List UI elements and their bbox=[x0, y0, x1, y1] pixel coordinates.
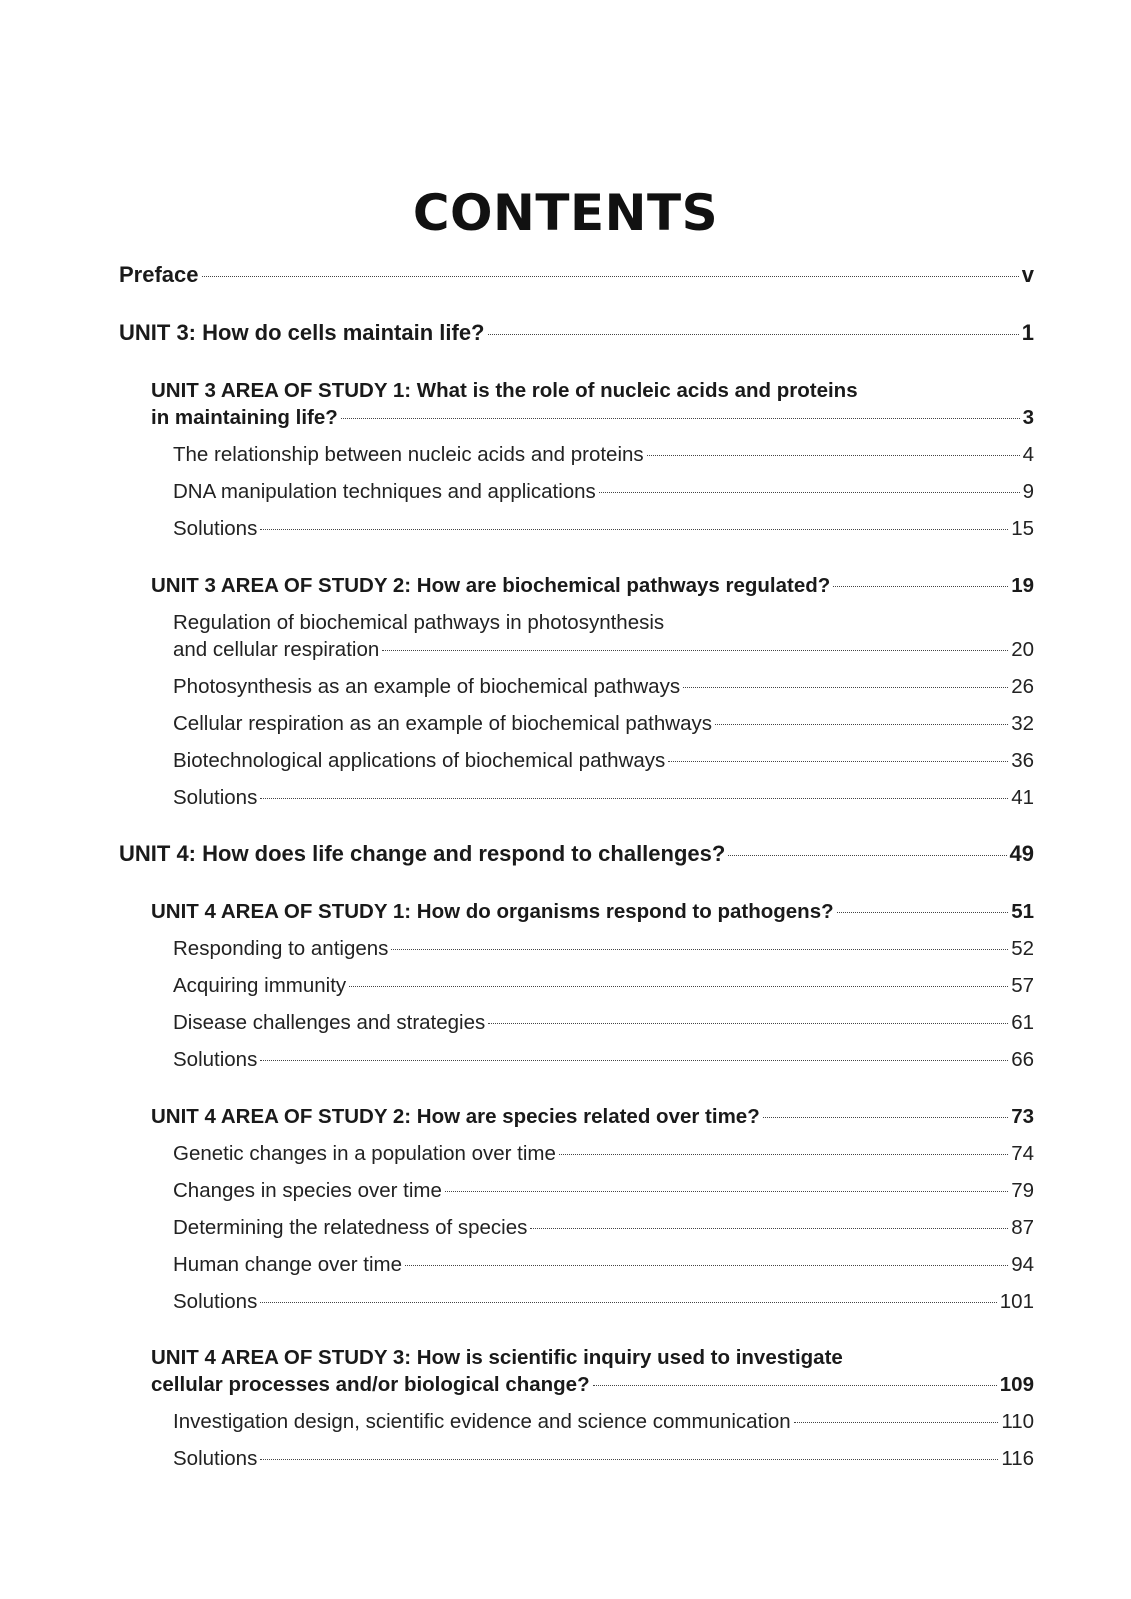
dot-leader bbox=[488, 334, 1019, 335]
toc-entry-label: UNIT 4 AREA OF STUDY 2: How are species related over time? bbox=[151, 1105, 760, 1128]
toc-entry-u3-aos1-line1[interactable]: UNIT 3 AREA OF STUDY 1: What is the role of nucleic acids and proteins bbox=[151, 379, 858, 402]
dot-leader bbox=[488, 1023, 1008, 1024]
toc-entry-u4-aos1-c[interactable] bbox=[173, 1011, 1034, 1035]
toc-page-number: 116 bbox=[1001, 1447, 1034, 1470]
toc-page-number: 36 bbox=[1011, 749, 1034, 772]
dot-leader bbox=[391, 949, 1008, 950]
toc-entry-label: Responding to antigens bbox=[173, 937, 389, 960]
toc-entry-u4-aos3-a[interactable] bbox=[173, 1410, 1034, 1434]
toc-entry-u3-aos1[interactable] bbox=[151, 406, 1034, 430]
toc-entry-label: Changes in species over time bbox=[173, 1179, 442, 1202]
toc-entry-label: Preface bbox=[119, 262, 199, 287]
toc-page-number: 109 bbox=[999, 1373, 1034, 1396]
toc-entry-u3-aos2-solutions[interactable] bbox=[173, 786, 1034, 810]
toc-entry-label: cellular processes and/or biological change? bbox=[151, 1373, 590, 1396]
dot-leader bbox=[763, 1117, 1008, 1118]
toc-entry-label: UNIT 4: How does life change and respond to challenges? bbox=[119, 841, 726, 866]
dot-leader bbox=[559, 1154, 1008, 1155]
dot-leader bbox=[260, 1459, 998, 1460]
dot-leader bbox=[833, 586, 1008, 587]
toc-entry-u3-aos2[interactable] bbox=[151, 574, 1034, 598]
dot-leader bbox=[341, 418, 1020, 419]
dot-leader bbox=[349, 986, 1008, 987]
toc-page-number: 19 bbox=[1011, 574, 1034, 597]
toc-entry-u3-aos1-b[interactable] bbox=[173, 480, 1034, 504]
toc-entry-u4-aos3-line1[interactable]: UNIT 4 AREA OF STUDY 3: How is scientific inquiry used to investigate bbox=[151, 1346, 843, 1369]
toc-entry-label: Genetic changes in a population over time bbox=[173, 1142, 556, 1165]
toc-page-number: 20 bbox=[1011, 638, 1034, 661]
toc-entry-label: Solutions bbox=[173, 1447, 258, 1470]
toc-entry-label: Acquiring immunity bbox=[173, 974, 347, 997]
dot-leader bbox=[202, 276, 1019, 277]
toc-page-number: 94 bbox=[1011, 1253, 1034, 1276]
toc-page-number: 110 bbox=[1001, 1410, 1034, 1433]
toc-entry-label: The relationship between nucleic acids and proteins bbox=[173, 443, 644, 466]
toc-entry-u4-aos3-solutions[interactable] bbox=[173, 1447, 1034, 1471]
toc-entry-u4-aos2-b[interactable] bbox=[173, 1179, 1034, 1203]
dot-leader bbox=[260, 529, 1008, 530]
toc-entry-unit-4[interactable] bbox=[119, 841, 1034, 867]
toc-entry-u3-aos2-a-line1[interactable]: Regulation of biochemical pathways in photosynthesis bbox=[173, 611, 665, 634]
toc-page-number: 66 bbox=[1011, 1048, 1034, 1071]
toc-entry-label: and cellular respiration bbox=[173, 638, 380, 661]
toc-entry-u3-aos2-a[interactable] bbox=[173, 638, 1034, 662]
dot-leader bbox=[445, 1191, 1008, 1192]
toc-page-number: 15 bbox=[1011, 517, 1034, 540]
toc-page-number: 73 bbox=[1011, 1105, 1034, 1128]
toc-page-number: 74 bbox=[1011, 1142, 1034, 1165]
toc-entry-label: Human change over time bbox=[173, 1253, 403, 1276]
toc-entry-u3-aos2-d[interactable] bbox=[173, 749, 1034, 773]
toc-page-number: 26 bbox=[1011, 675, 1034, 698]
toc-entry-label: DNA manipulation techniques and applications bbox=[173, 480, 596, 503]
dot-leader bbox=[593, 1385, 997, 1386]
dot-leader bbox=[647, 455, 1020, 456]
toc-entry-label: Disease challenges and strategies bbox=[173, 1011, 486, 1034]
dot-leader bbox=[382, 650, 1008, 651]
dot-leader bbox=[668, 761, 1008, 762]
toc-entry-u4-aos1-a[interactable] bbox=[173, 937, 1034, 961]
dot-leader bbox=[794, 1422, 999, 1423]
toc-page-number: 51 bbox=[1011, 900, 1034, 923]
toc-entry-label: Solutions bbox=[173, 1290, 258, 1313]
toc-page-number: 4 bbox=[1022, 443, 1034, 466]
dot-leader bbox=[728, 855, 1006, 856]
toc-page-number: 79 bbox=[1011, 1179, 1034, 1202]
toc-entry-label: Photosynthesis as an example of biochemical pathways bbox=[173, 675, 681, 698]
toc-page-number: 9 bbox=[1022, 480, 1034, 503]
toc-page-number: 52 bbox=[1011, 937, 1034, 960]
toc-entry-u3-aos1-solutions[interactable] bbox=[173, 517, 1034, 541]
toc-page-number: 1 bbox=[1021, 320, 1034, 345]
dot-leader bbox=[260, 798, 1008, 799]
toc-entry-u4-aos2-a[interactable] bbox=[173, 1142, 1034, 1166]
dot-leader bbox=[715, 724, 1008, 725]
toc-entry-label: UNIT 3: How do cells maintain life? bbox=[119, 320, 485, 345]
toc-page-number: 32 bbox=[1011, 712, 1034, 735]
toc-entry-label: Solutions bbox=[173, 1048, 258, 1071]
dot-leader bbox=[683, 687, 1008, 688]
toc-page-number: 87 bbox=[1011, 1216, 1034, 1239]
dot-leader bbox=[530, 1228, 1008, 1229]
dot-leader bbox=[260, 1060, 1008, 1061]
toc-entry-label: Solutions bbox=[173, 786, 258, 809]
toc-entry-u4-aos2-d[interactable] bbox=[173, 1253, 1034, 1277]
toc-entry-label: Biotechnological applications of biochemical pathways bbox=[173, 749, 666, 772]
toc-entry-u4-aos3[interactable] bbox=[151, 1373, 1034, 1397]
toc-entry-label: in maintaining life? bbox=[151, 406, 338, 429]
toc-entry-u4-aos1-b[interactable] bbox=[173, 974, 1034, 998]
dot-leader bbox=[837, 912, 1009, 913]
toc-entry-unit-3[interactable] bbox=[119, 320, 1034, 346]
toc-page-number: 57 bbox=[1011, 974, 1034, 997]
toc-entry-u3-aos2-b[interactable] bbox=[173, 675, 1034, 699]
toc-page-number: 101 bbox=[999, 1290, 1034, 1313]
toc-entry-u4-aos2-c[interactable] bbox=[173, 1216, 1034, 1240]
toc-entry-label: UNIT 4 AREA OF STUDY 1: How do organisms respond to pathogens? bbox=[151, 900, 834, 923]
toc-entry-u4-aos2[interactable] bbox=[151, 1105, 1034, 1129]
toc-entry-preface[interactable] bbox=[119, 262, 1034, 288]
toc-entry-label: UNIT 3 AREA OF STUDY 2: How are biochemical pathways regulated? bbox=[151, 574, 831, 597]
toc-entry-label: Determining the relatedness of species bbox=[173, 1216, 528, 1239]
toc-page-number: 49 bbox=[1009, 841, 1034, 866]
toc-page-number: 3 bbox=[1022, 406, 1034, 429]
page-title: CONTENTS bbox=[412, 184, 719, 242]
toc-page-number: v bbox=[1021, 262, 1034, 287]
toc-entry-label: Solutions bbox=[173, 517, 258, 540]
dot-leader bbox=[260, 1302, 996, 1303]
toc-entry-u3-aos2-c[interactable] bbox=[173, 712, 1034, 736]
dot-leader bbox=[599, 492, 1020, 493]
toc-entry-label: Investigation design, scientific evidence and science communication bbox=[173, 1410, 791, 1433]
toc-page-number: 41 bbox=[1011, 786, 1034, 809]
toc-entry-u4-aos2-solutions[interactable] bbox=[173, 1290, 1034, 1314]
dot-leader bbox=[405, 1265, 1008, 1266]
toc-entry-u3-aos1-a[interactable] bbox=[173, 443, 1034, 467]
toc-entry-u4-aos1-solutions[interactable] bbox=[173, 1048, 1034, 1072]
toc-page-number: 61 bbox=[1011, 1011, 1034, 1034]
toc-entry-label: Cellular respiration as an example of biochemical pathways bbox=[173, 712, 712, 735]
toc-entry-u4-aos1[interactable] bbox=[151, 900, 1034, 924]
